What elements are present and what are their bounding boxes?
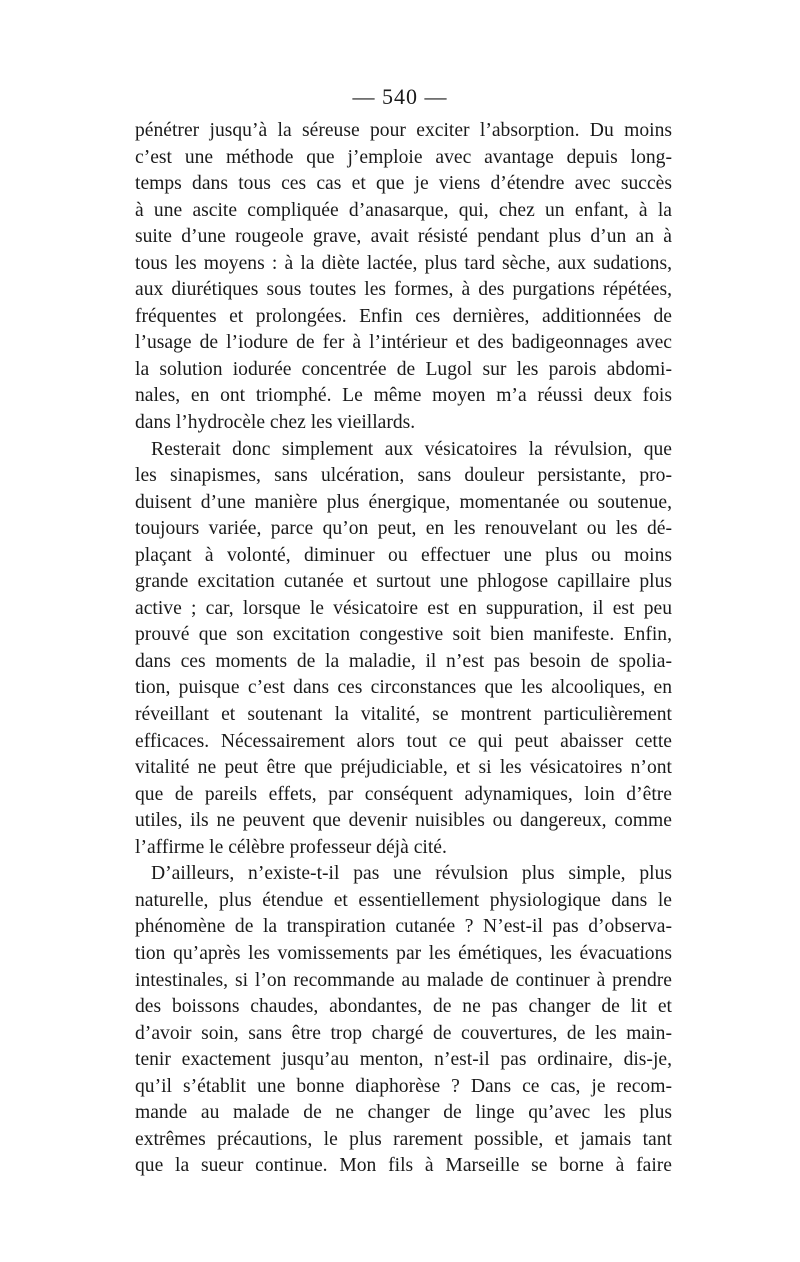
text-line: des boissons chaudes, abondantes, de ne pas changer de lit et	[135, 996, 672, 1018]
text-line: qu’il s’établit une bonne diaphorèse ? Dans ce cas, je recom-	[135, 1075, 672, 1097]
text-line: suite d’une rougeole grave, avait résisté pendant plus d’un an à	[135, 226, 672, 248]
text-line: temps dans tous ces cas et que je viens d’étendre avec succès	[135, 173, 672, 195]
text-line: nales, en ont triomphé. Le même moyen m’a réussi deux fois	[135, 385, 672, 407]
paragraph	[135, 861, 672, 1180]
text-line: que de pareils effets, par conséquent adynamiques, loin d’être	[135, 783, 672, 805]
text-line: efficaces. Nécessairement alors tout ce qui peut abaisser cette	[135, 730, 672, 752]
text-line: prouvé que son excitation congestive soit bien manifeste. Enfin,	[135, 624, 672, 646]
text-line: la solution iodurée concentrée de Lugol sur les parois abdomi-	[135, 358, 672, 380]
text-line: mande au malade de ne changer de linge qu’avec les plus	[135, 1102, 672, 1124]
text-line: naturelle, plus étendue et essentiellement physiologique dans le	[135, 889, 672, 911]
text-line: l’affirme le célèbre professeur déjà cité.	[135, 836, 447, 858]
text-line: que la sueur continue. Mon fils à Marseille se borne à faire	[135, 1155, 672, 1177]
text-line: grande excitation cutanée et surtout une phlogose capillaire plus	[135, 571, 672, 593]
page-number: — 540 —	[352, 84, 448, 109]
text-line: à une ascite compliquée d’anasarque, qui, chez un enfant, à la	[135, 199, 672, 221]
text-line: duisent d’une manière plus énergique, momentanée ou soutenue,	[135, 491, 672, 513]
text-line: utiles, ils ne peuvent que devenir nuisibles ou dangereux, comme	[135, 810, 672, 832]
text-line: dans ces moments de la maladie, il n’est pas besoin de spolia-	[135, 650, 672, 672]
text-line: l’usage de l’iodure de fer à l’intérieur et des badigeonnages avec	[135, 332, 672, 354]
text-line: c’est une méthode que j’emploie avec avantage depuis long-	[135, 146, 672, 168]
text-line: tion qu’après les vomissements par les émétiques, les évacuations	[135, 942, 672, 964]
text-line: tenir exactement jusqu’au menton, n’est-il pas ordinaire, dis-je,	[135, 1049, 672, 1071]
paragraph	[135, 437, 672, 862]
text-line: d’avoir soin, sans être trop chargé de couvertures, de les main-	[135, 1022, 672, 1044]
paragraph	[135, 118, 672, 437]
text-line: D’ailleurs, n’existe-t-il pas une révulsion plus simple, plus	[151, 863, 672, 885]
text-line: aux diurétiques sous toutes les formes, à des purgations répétées,	[135, 279, 672, 301]
text-line: plaçant à volonté, diminuer ou effectuer une plus ou moins	[135, 544, 672, 566]
text-line: tion, puisque c’est dans ces circonstances que les alcooliques, en	[135, 677, 672, 699]
text-line: réveillant et soutenant la vitalité, se montrent particulièrement	[135, 704, 672, 726]
text-line: dans l’hydrocèle chez les vieillards.	[135, 412, 416, 434]
text-line: vitalité ne peut être que préjudiciable, et si les vésicatoires n’ont	[135, 757, 672, 779]
text-line: Resterait donc simplement aux vésicatoires la révulsion, que	[151, 438, 672, 460]
body-text	[135, 118, 672, 1180]
text-line: fréquentes et prolongées. Enfin ces dernières, additionnées de	[135, 305, 672, 327]
text-line: pénétrer jusqu’à la séreuse pour exciter l’absorption. Du moins	[135, 120, 672, 141]
text-line: les sinapismes, sans ulcération, sans douleur persistante, pro-	[135, 465, 672, 487]
text-line: toujours variée, parce qu’on peut, en les renouvelant ou les dé-	[135, 518, 672, 540]
text-line: active ; car, lorsque le vésicatoire est en suppuration, il est peu	[135, 597, 672, 619]
text-line: intestinales, si l’on recommande au malade de continuer à prendre	[135, 969, 672, 991]
text-line: tous les moyens : à la diète lactée, plus tard sèche, aux sudations,	[135, 252, 672, 274]
text-line: phénomène de la transpiration cutanée ? N’est-il pas d’observa-	[135, 916, 672, 938]
text-line: extrêmes précautions, le plus rarement possible, et jamais tant	[135, 1128, 672, 1150]
